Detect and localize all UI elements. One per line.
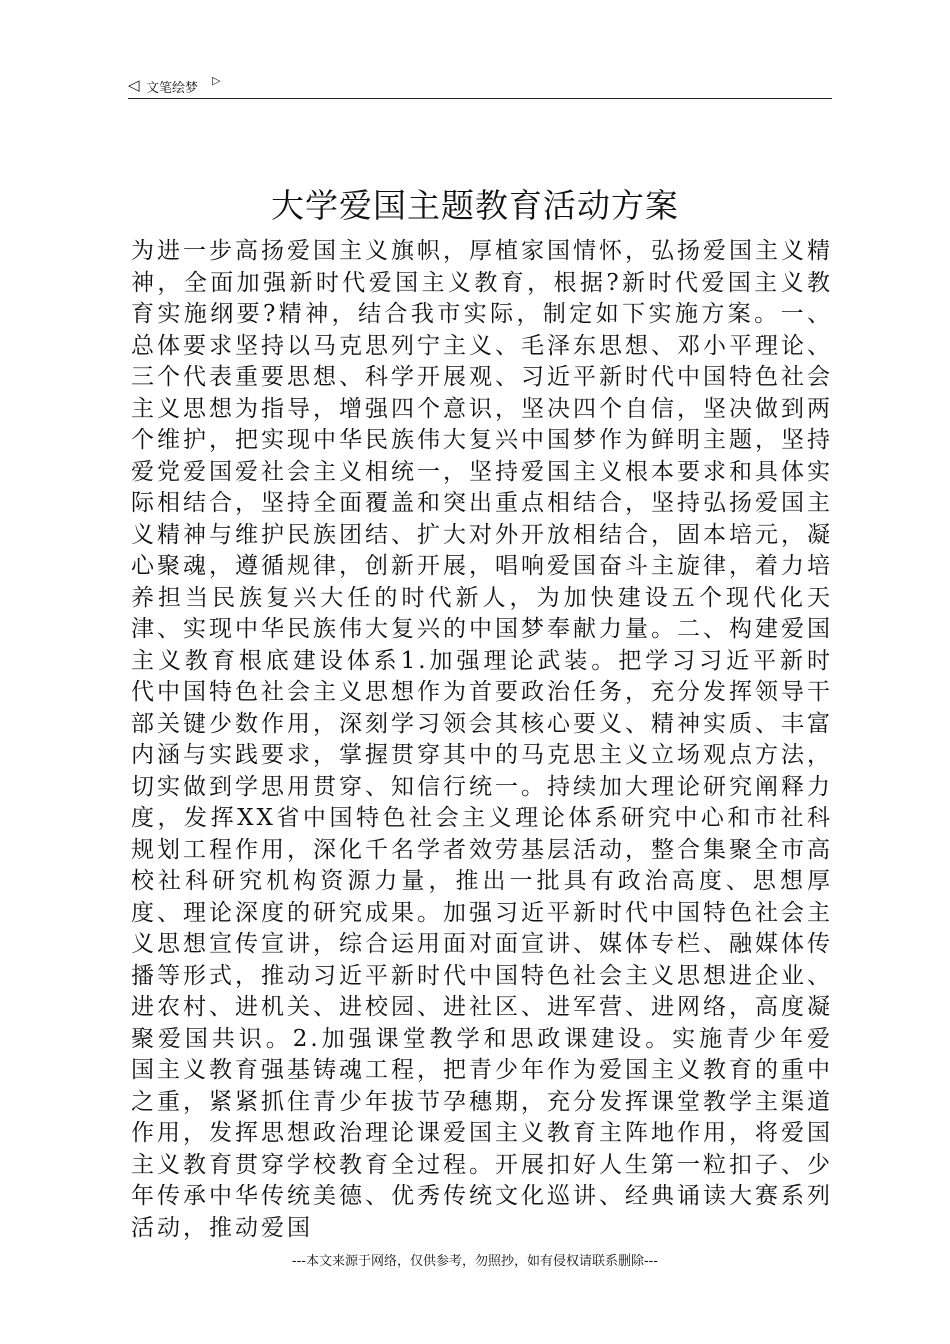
document-title: 大学爱国主题教育活动方案 — [271, 186, 679, 225]
page-footer: ---本文来源于网络，仅供参考，勿照抄，如有侵权请联系删除--- — [291, 1254, 659, 1269]
document-body: 为进一步高扬爱国主义旗帜，厚植家国情怀，弘扬爱国主义精神，全面加强新时代爱国主义教育，根据?新时代爱国主义教育实施纲要?精神，结合我市实际，制定如下实施方案。一、总体要求坚持以马克思列宁主义、毛泽东思想、邓小平理论、三个代表重要思想、科学开展观、习近平新时代中国特色社会主义思想为指导，增强四个意识，坚决四个自信，坚决做到两个维护，把实现中华民族伟大复兴中国梦作为鲜明主题，坚持爱党爱国爱社会主义相统一，坚持爱国主义根本要求和具体实际相结合，坚持全面覆盖和突出重点相结合，坚持弘扬爱国主义精神与维护民族团结、扩大对外开放相结合，固本培元，凝心聚魂，遵循规律，创新开展，唱响爱国奋斗主旋律，着力培养担当民族复兴大任的时代新人，为加快建设五个现代化天津、实现中华民族伟大复兴的中国梦奉献力量。二、构建爱国主义教育根底建设体系1.加强理论武装。把学习习近平新时代中国特色社会主义思想作为首要政治任务，充分发挥领导干部关键少数作用，深刻学习领会其核心要义、精神实质、丰富内涵与实践要求，掌握贯穿其中的马克思主义立场观点方法，切实做到学思用贯穿、知信行统一。持续加大理论研究阐释力度，发挥XX省中国特色社会主义理论体系研究中心和市社科规划工程作用，深化千名学者效劳基层活动，整合集聚全市高校社科研究机构资源力量，推出一批具有政治高度、思想厚度、理论深度的研究成果。加强习近平新时代中国特色社会主义思想宣传宣讲，综合运用面对面宣讲、媒体专栏、融媒体传播等形式，推动习近平新时代中国特色社会主义思想进企业、进农村、进机关、进校园、进社区、进军营、进网络，高度凝聚爱国共识。2.加强课堂教学和思政课建设。实施青少年爱国主义教育强基铸魂工程，把青少年作为爱国主义教育的重中之重，紧紧抓住青少年拔节孕穗期，充分发挥课堂教学主渠道作用，发挥思想政治理论课爱国主义教育主阵地作用，将爱国主义教育贯穿学校教育全过程。开展扣好人生第一粒扣子、少年传承中华传统美德、优秀传统文化巡讲、经典诵读大赛系列活动，推动爱国 — [131, 238, 833, 1241]
triangle-left-icon: ◁ — [128, 76, 140, 94]
triangle-right-icon: ▷ — [212, 74, 221, 87]
header-text: 文笔绘梦 — [146, 81, 199, 96]
page-header — [128, 74, 832, 99]
